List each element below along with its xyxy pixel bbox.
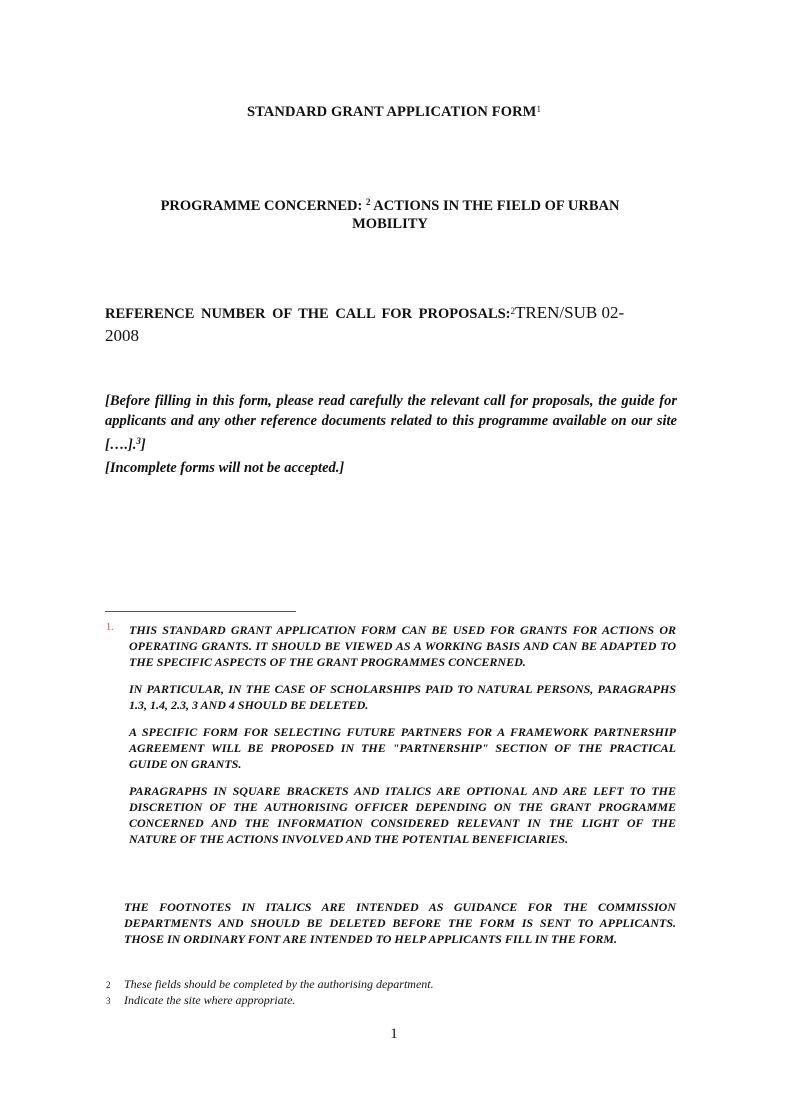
footnote-ref-3[interactable]: 3 bbox=[136, 436, 141, 446]
incomplete-notice: [Incomplete forms will not be accepted.] bbox=[105, 460, 345, 476]
programme-value-line2: MOBILITY bbox=[352, 216, 428, 232]
form-title bbox=[0, 104, 788, 121]
footnote-1-last-paragraph: THE FOOTNOTES IN ITALICS ARE INTENDED AS GUIDANCE FOR THE COMMISSION DEPARTMENTS AND SHOULD BE DELETED BEFORE THE FORM IS SENT TO APPLICANTS. THOSE IN ORDINARY FONT ARE INTENDED TO HELP APPLICANTS FILL IN THE FORM. bbox=[124, 900, 676, 946]
reference-value-part1: TREN/SUB 02- bbox=[515, 303, 625, 322]
footnote-3-marker: 3 bbox=[106, 996, 111, 1006]
footnote-1 bbox=[129, 622, 676, 858]
reference-label: REFERENCE NUMBER OF THE CALL FOR PROPOSALS: bbox=[105, 306, 511, 322]
footnote-1-paragraph: A SPECIFIC FORM FOR SELECTING FUTURE PARTNERS FOR A FRAMEWORK PARTNERSHIP AGREEMENT WILL BE PROPOSED IN THE "PARTNERSHIP" SECTION OF THE PRACTICAL GUIDE ON GRANTS. bbox=[129, 725, 676, 771]
footnote-3-text: Indicate the site where appropriate. bbox=[124, 993, 296, 1007]
footnote-ref-2[interactable]: 2 bbox=[365, 197, 371, 207]
reference-number bbox=[105, 300, 680, 348]
footnote-separator bbox=[105, 611, 296, 612]
programme-label: PROGRAMME CONCERNED: bbox=[160, 198, 363, 214]
reference-value-part2: 2008 bbox=[105, 326, 139, 345]
intro-text: [Before filling in this form, please read carefully the relevant call for proposals, the guide for applicants and any other reference documents related to this programme available on our site [….]. bbox=[105, 393, 677, 453]
footnote-1-paragraph: PARAGRAPHS IN SQUARE BRACKETS AND ITALICS ARE OPTIONAL AND ARE LEFT TO THE DISCRETION OF THE AUTHORISING OFFICER DEPENDING ON THE GRANT PROGRAMME CONCERNED AND THE INFORMATION CONSIDERED RELEVANT IN THE LIGHT OF THE NATURE OF THE ACTIONS INVOLVED AND THE POTENTIAL BENEFICIARIES. bbox=[129, 784, 676, 846]
footnote-1-paragraph: THIS STANDARD GRANT APPLICATION FORM CAN BE USED FOR GRANTS FOR ACTIONS OR OPERATING GRANTS. IT SHOULD BE VIEWED AS A WORKING BASIS AND CAN BE ADAPTED TO THE SPECIFIC ASPECTS OF THE GRANT PROGRAMMES CONCERNED. bbox=[129, 623, 676, 669]
footnote-2 bbox=[106, 977, 434, 992]
intro-instructions bbox=[105, 391, 677, 455]
page-number: 1 bbox=[390, 1026, 398, 1042]
footnote-3 bbox=[106, 993, 296, 1008]
footnote-ref-1[interactable]: 1 bbox=[536, 104, 542, 114]
footnote-2-marker: 2 bbox=[106, 980, 111, 990]
footnote-1-paragraph: IN PARTICULAR, IN THE CASE OF SCHOLARSHIPS PAID TO NATURAL PERSONS, PARAGRAPHS 1.3, 1.4, 2.3, 3 AND 4 SHOULD BE DELETED. bbox=[129, 682, 676, 712]
programme-value-line1: ACTIONS IN THE FIELD OF URBAN bbox=[373, 198, 620, 214]
footnote-1-marker: 1. bbox=[106, 622, 114, 633]
intro-closing: ] bbox=[140, 437, 146, 453]
programme-concerned bbox=[105, 193, 675, 233]
form-title-text: STANDARD GRANT APPLICATION FORM bbox=[246, 104, 537, 120]
footnote-2-text: These fields should be completed by the authorising department. bbox=[124, 977, 434, 991]
footnote-ref-2b[interactable]: 2 bbox=[510, 306, 516, 316]
